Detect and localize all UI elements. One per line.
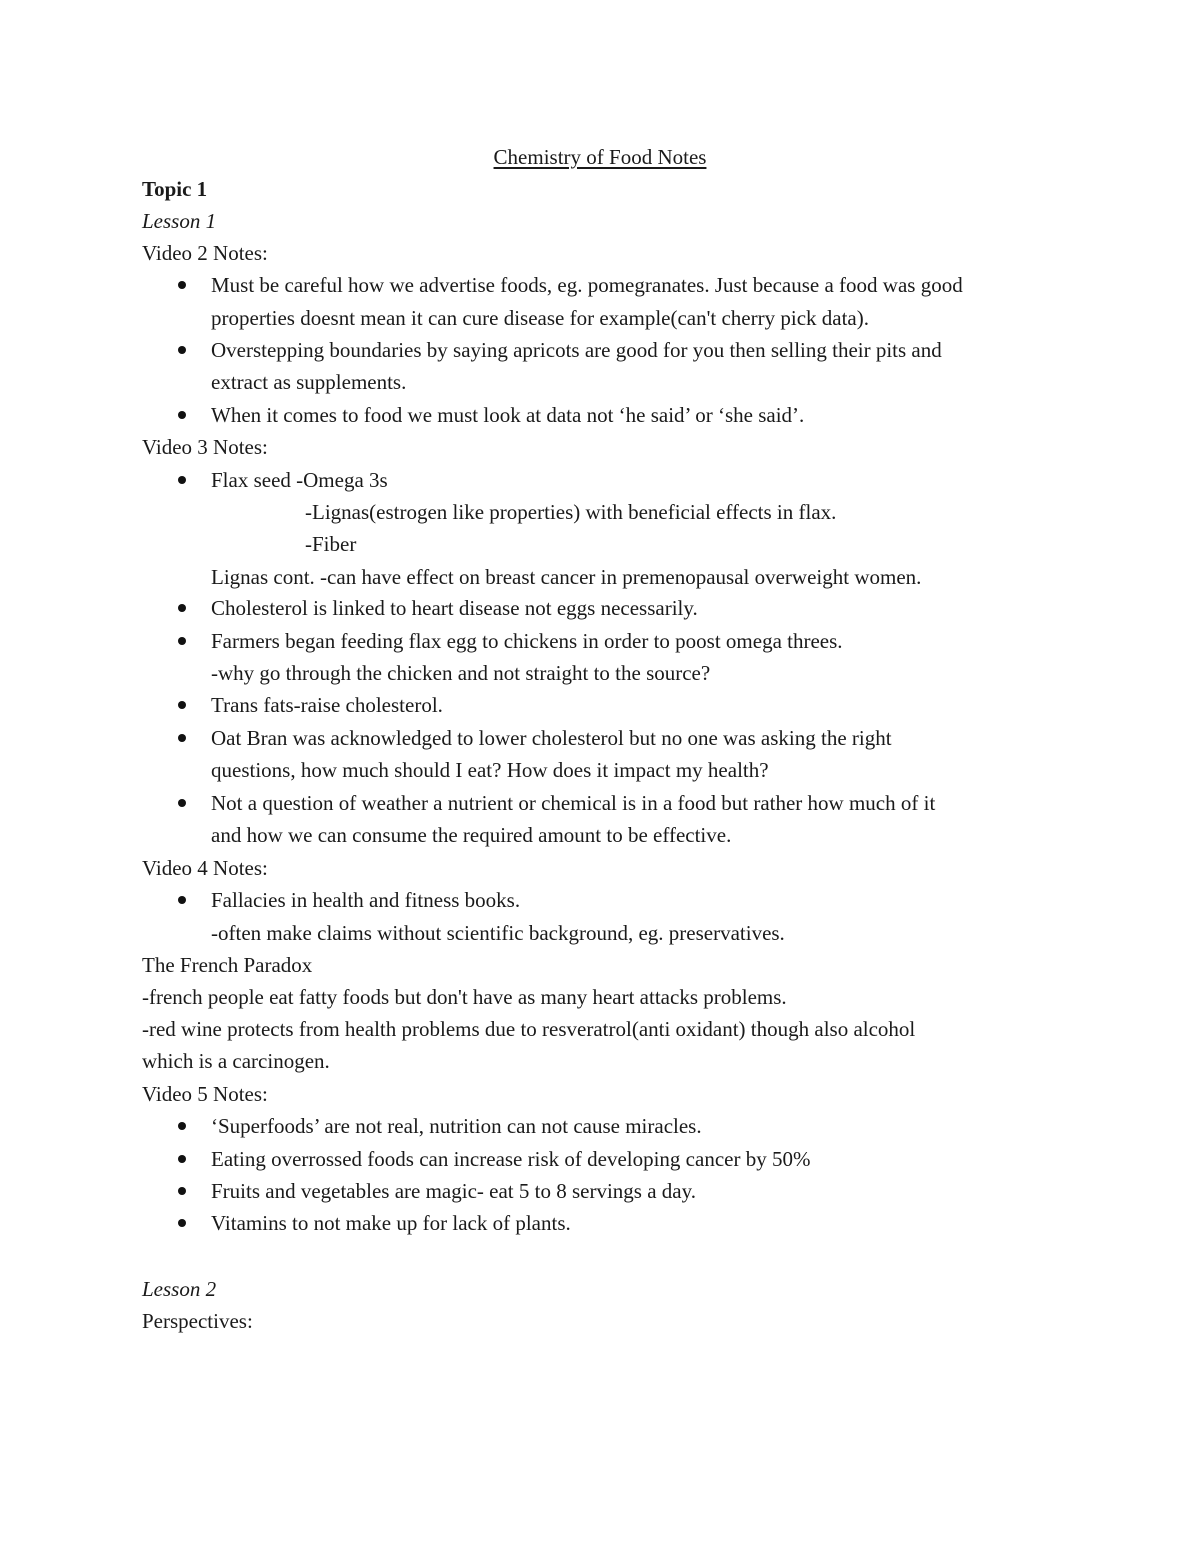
- video-4-bullet-1-line-2: -often make claims without scientific background, eg. preservatives.: [211, 921, 785, 945]
- video-3-bullet-1-line-2: -Lignas(estrogen like properties) with beneficial effects in flax.: [305, 500, 837, 524]
- bullet-icon: [178, 734, 186, 742]
- video-5-bullet-1-line-1: ‘Superfoods’ are not real, nutrition can not cause miracles.: [211, 1114, 702, 1138]
- bullet-icon: [178, 1155, 186, 1163]
- lesson-2-heading: Lesson 2: [142, 1277, 217, 1301]
- video-3-bullet-1-line-4: Lignas cont. -can have effect on breast cancer in premenopausal overweight women.: [211, 565, 922, 589]
- bullet-icon: [178, 1219, 186, 1227]
- bullet-icon: [178, 1187, 186, 1195]
- video-5-bullet-4-line-1: Vitamins to not make up for lack of plants.: [211, 1211, 571, 1235]
- bullet-icon: [178, 411, 186, 419]
- video-2-bullet-2-line-1: Overstepping boundaries by saying apricots are good for you then selling their pits and: [211, 338, 942, 362]
- bullet-icon: [178, 1122, 186, 1130]
- video-5-bullet-2-line-1: Eating overrossed foods can increase risk of developing cancer by 50%: [211, 1147, 811, 1171]
- video-3-bullet-6-line-1: Not a question of weather a nutrient or chemical is in a food but rather how much of it: [211, 791, 936, 815]
- video-4-heading: Video 4 Notes:: [142, 856, 268, 880]
- bullet-icon: [178, 346, 186, 354]
- video-2-heading: Video 2 Notes:: [142, 241, 268, 265]
- video-3-bullet-1-line-3: -Fiber: [305, 532, 357, 556]
- bullet-icon: [178, 476, 186, 484]
- video-5-heading: Video 5 Notes:: [142, 1082, 268, 1106]
- bullet-icon: [178, 701, 186, 709]
- video-3-bullet-4-line-1: Trans fats-raise cholesterol.: [211, 693, 443, 717]
- bullet-icon: [178, 637, 186, 645]
- video-2-bullet-2-line-2: extract as supplements.: [211, 370, 407, 394]
- video-3-bullet-5-line-1: Oat Bran was acknowledged to lower cholesterol but no one was asking the right: [211, 726, 892, 750]
- video-3-bullet-3-line-1: Farmers began feeding flax egg to chickens in order to poost omega threes.: [211, 629, 843, 653]
- perspectives-heading: Perspectives:: [142, 1309, 253, 1333]
- video-2-bullet-1-line-2: properties doesnt mean it can cure disease for example(can't cherry pick data).: [211, 306, 869, 330]
- document-title: Chemistry of Food Notes: [493, 145, 707, 169]
- bullet-icon: [178, 896, 186, 904]
- video-2-bullet-1-line-1: Must be careful how we advertise foods, eg. pomegranates. Just because a food was good: [211, 273, 963, 297]
- video-4-bullet-1-line-1: Fallacies in health and fitness books.: [211, 888, 521, 912]
- bullet-icon: [178, 799, 186, 807]
- french-paradox-line-1: -french people eat fatty foods but don't have as many heart attacks problems.: [142, 985, 787, 1009]
- french-paradox-heading: The French Paradox: [142, 953, 313, 977]
- lesson-1-heading: Lesson 1: [142, 209, 217, 233]
- french-paradox-line-3: which is a carcinogen.: [142, 1049, 330, 1073]
- video-3-bullet-3-line-2: -why go through the chicken and not straight to the source?: [211, 661, 711, 685]
- video-3-bullet-1-line-1: Flax seed -Omega 3s: [211, 468, 388, 492]
- video-2-bullet-3-line-1: When it comes to food we must look at data not ‘he said’ or ‘she said’.: [211, 403, 805, 427]
- video-3-heading: Video 3 Notes:: [142, 435, 268, 459]
- video-3-bullet-5-line-2: questions, how much should I eat? How does it impact my health?: [211, 758, 769, 782]
- bullet-icon: [178, 604, 186, 612]
- video-5-bullet-3-line-1: Fruits and vegetables are magic- eat 5 to 8 servings a day.: [211, 1179, 696, 1203]
- video-3-bullet-2-line-1: Cholesterol is linked to heart disease not eggs necessarily.: [211, 596, 698, 620]
- french-paradox-line-2: -red wine protects from health problems due to resveratrol(anti oxidant) though also alcohol: [142, 1017, 916, 1041]
- bullet-icon: [178, 281, 186, 289]
- video-3-bullet-6-line-2: and how we can consume the required amount to be effective.: [211, 823, 732, 847]
- topic-heading: Topic 1: [142, 177, 208, 201]
